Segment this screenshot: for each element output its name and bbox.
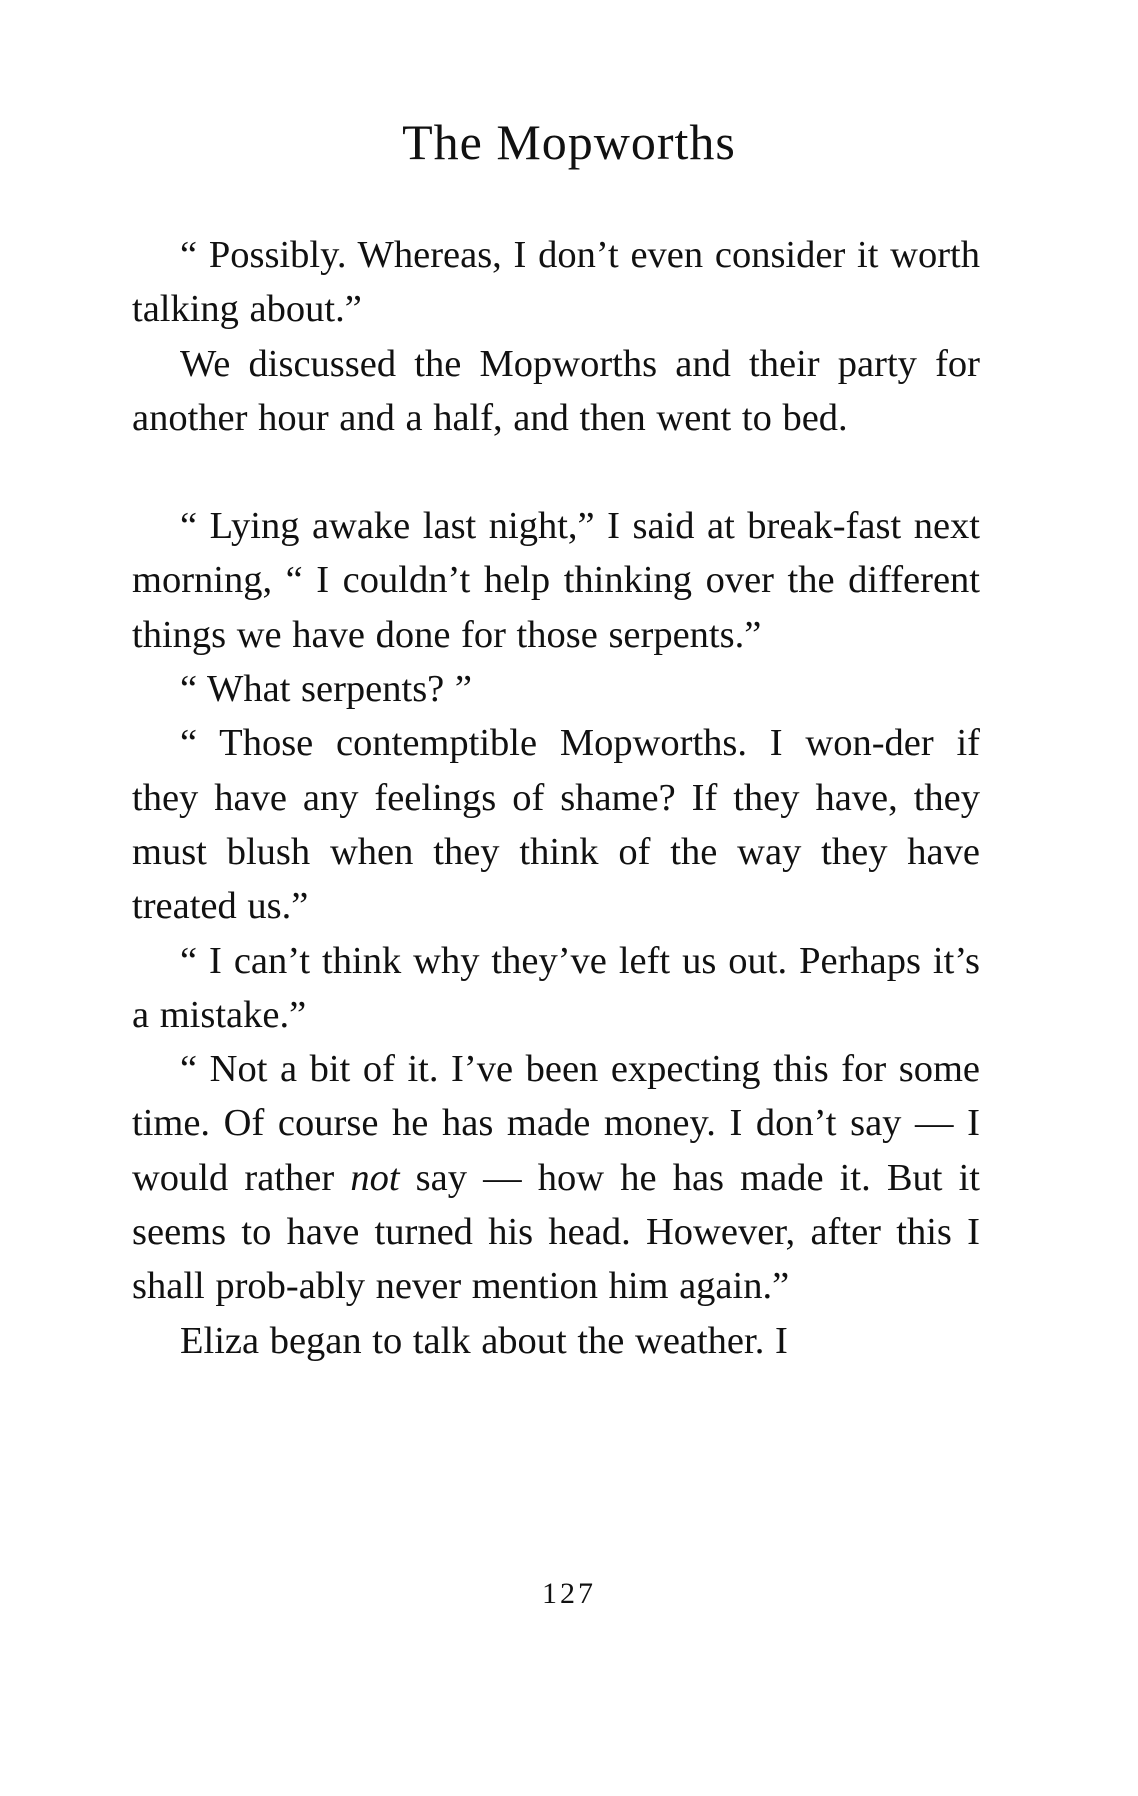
paragraph-text: “ Not a bit of it. I’ve been expecting this for some time. Of course he has made money. I don’t say — I would rather <box>132 1048 980 1199</box>
italic-emphasis: not <box>350 1156 400 1199</box>
paragraph: “ Lying awake last night,” I said at break-fast next morning, “ I couldn’t help thinking over the different things we have done for those serpents.” <box>132 505 980 656</box>
paragraph: “ I can’t think why they’ve left us out. Perhaps it’s a mistake.” <box>132 939 980 1036</box>
paragraph: “ What serpents? ” <box>180 668 472 711</box>
paragraph <box>132 1042 980 1313</box>
paragraph: “ Those contemptible Mopworths. I won-der if they have any feelings of shame? If they have, they must blush when they think of the way they have treated us.” <box>132 722 980 928</box>
page-number: 127 <box>542 1577 596 1610</box>
paragraph: We discussed the Mopworths and their party for another hour and a half, and then went to bed. <box>132 342 980 439</box>
paragraph: “ Possibly. Whereas, I don’t even consider it worth talking about.” <box>132 234 980 331</box>
paragraph-text: say — how he has made it. But it seems to have turned his head. However, after this I shall prob-ably never mention him again.” <box>132 1156 980 1308</box>
running-head: The Mopworths <box>402 114 736 170</box>
paragraph: Eliza began to talk about the weather. I <box>180 1319 788 1362</box>
body-text <box>132 228 980 1368</box>
